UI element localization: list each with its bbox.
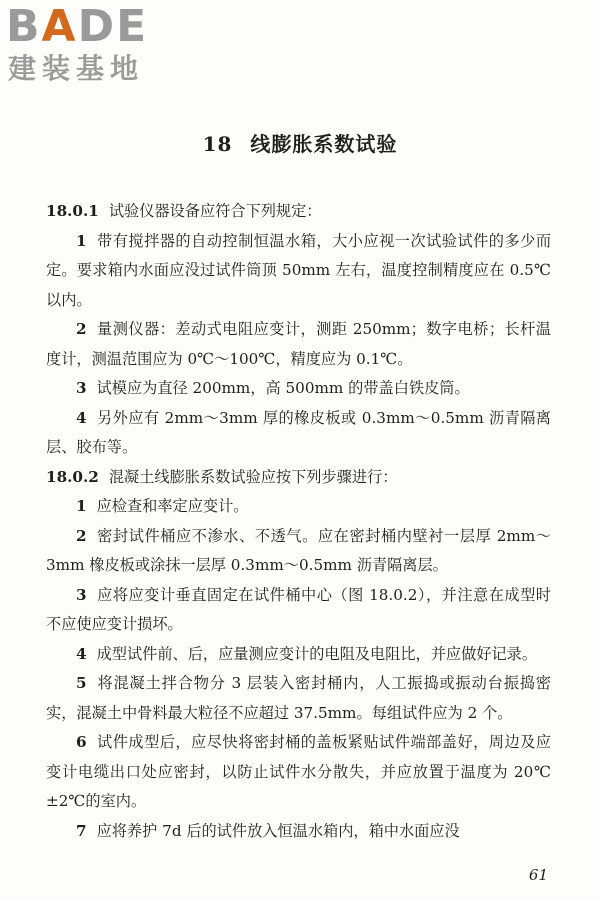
item-text: 量测仪器：差动式电阻应变计，测距 250mm；数字电桥；长杆温度计，测温范围应为 0℃～100℃，精度应为 0.1℃。 [46,320,551,368]
item-text: 应检查和率定应变计。 [96,497,249,515]
document-body [46,197,551,846]
list-item [46,492,551,522]
list-item [46,404,551,463]
item-text: 应将应变计垂直固定在试件桶中心（图 18.0.2），并注意在成型时不应使应变计损坏。 [46,585,551,633]
item-text: 试模应为直径 200mm，高 500mm 的带盖白铁皮筒。 [96,379,470,397]
item-text: 应将养护 7d 后的试件放入恒温水箱内，箱中水面应没 [96,821,460,840]
brand-logo [6,2,186,92]
list-item [46,315,551,374]
item-text: 试件成型后，应尽快将密封桶的盖板紧贴试件端部盖好，周边及应变计电缆出口处应密封，以防止试件水分散失，并应放置于温度为 20℃±2℃的室内。 [46,733,551,810]
item-number: 4 [76,408,87,427]
list-item [46,728,551,817]
list-item [46,522,551,581]
chapter-number: 18 [202,132,233,156]
item-number: 3 [76,585,87,604]
logo-subtitle: 建装基地 [8,52,145,85]
item-number: 2 [76,526,87,545]
item-number: 6 [76,733,87,751]
logo-wordmark: BADE [6,1,149,52]
chapter-title [0,128,600,157]
list-item [46,581,551,640]
item-number: 3 [76,379,87,397]
item-text: 将混凝土拌合物分 3 层装入密封桶内，人工振捣或振动台振捣密实，混凝土中骨料最大粒径不应超过 37.5mm。每组试件应为 2 个。 [46,674,551,722]
chapter-title-text: 线膨胀系数试验 [250,132,398,156]
section-number: 18.0.2 [46,467,99,486]
list-item [46,817,551,847]
list-item [46,374,551,404]
item-text: 带有搅拌器的自动控制恒温水箱，大小应视一次试验试件的多少而定。要求箱内水面应没过试件筒顶 50mm 左右，温度控制精度应在 0.5℃以内。 [46,231,551,309]
item-number: 5 [76,674,87,692]
item-text: 密封试件桶应不渗水、不透气。应在密封桶内壁衬一层厚 2mm～3mm 橡皮板或涂抹一层厚 0.3mm～0.5mm 沥青隔离层。 [46,526,551,574]
list-item [46,669,551,728]
item-number: 4 [76,644,87,663]
section-heading-text: 混凝土线膨胀系数试验应按下列步骤进行： [108,467,398,486]
item-number: 1 [76,231,87,250]
section-number: 18.0.1 [46,202,99,220]
item-number: 7 [76,821,87,840]
page-number: 61 [528,866,548,884]
section-heading [46,197,551,227]
section-heading-text: 试验仪器设备应符合下列规定： [108,202,322,220]
item-number: 2 [76,320,87,338]
item-number: 1 [76,497,87,515]
list-item [46,227,551,316]
section-heading [46,463,551,493]
list-item [46,640,551,670]
item-text: 成型试件前、后，应量测应变计的电阻及电阻比，并应做好记录。 [96,644,538,663]
item-text: 另外应有 2mm～3mm 厚的橡皮板或 0.3mm～0.5mm 沥青隔离层、胶布等。 [46,408,551,456]
